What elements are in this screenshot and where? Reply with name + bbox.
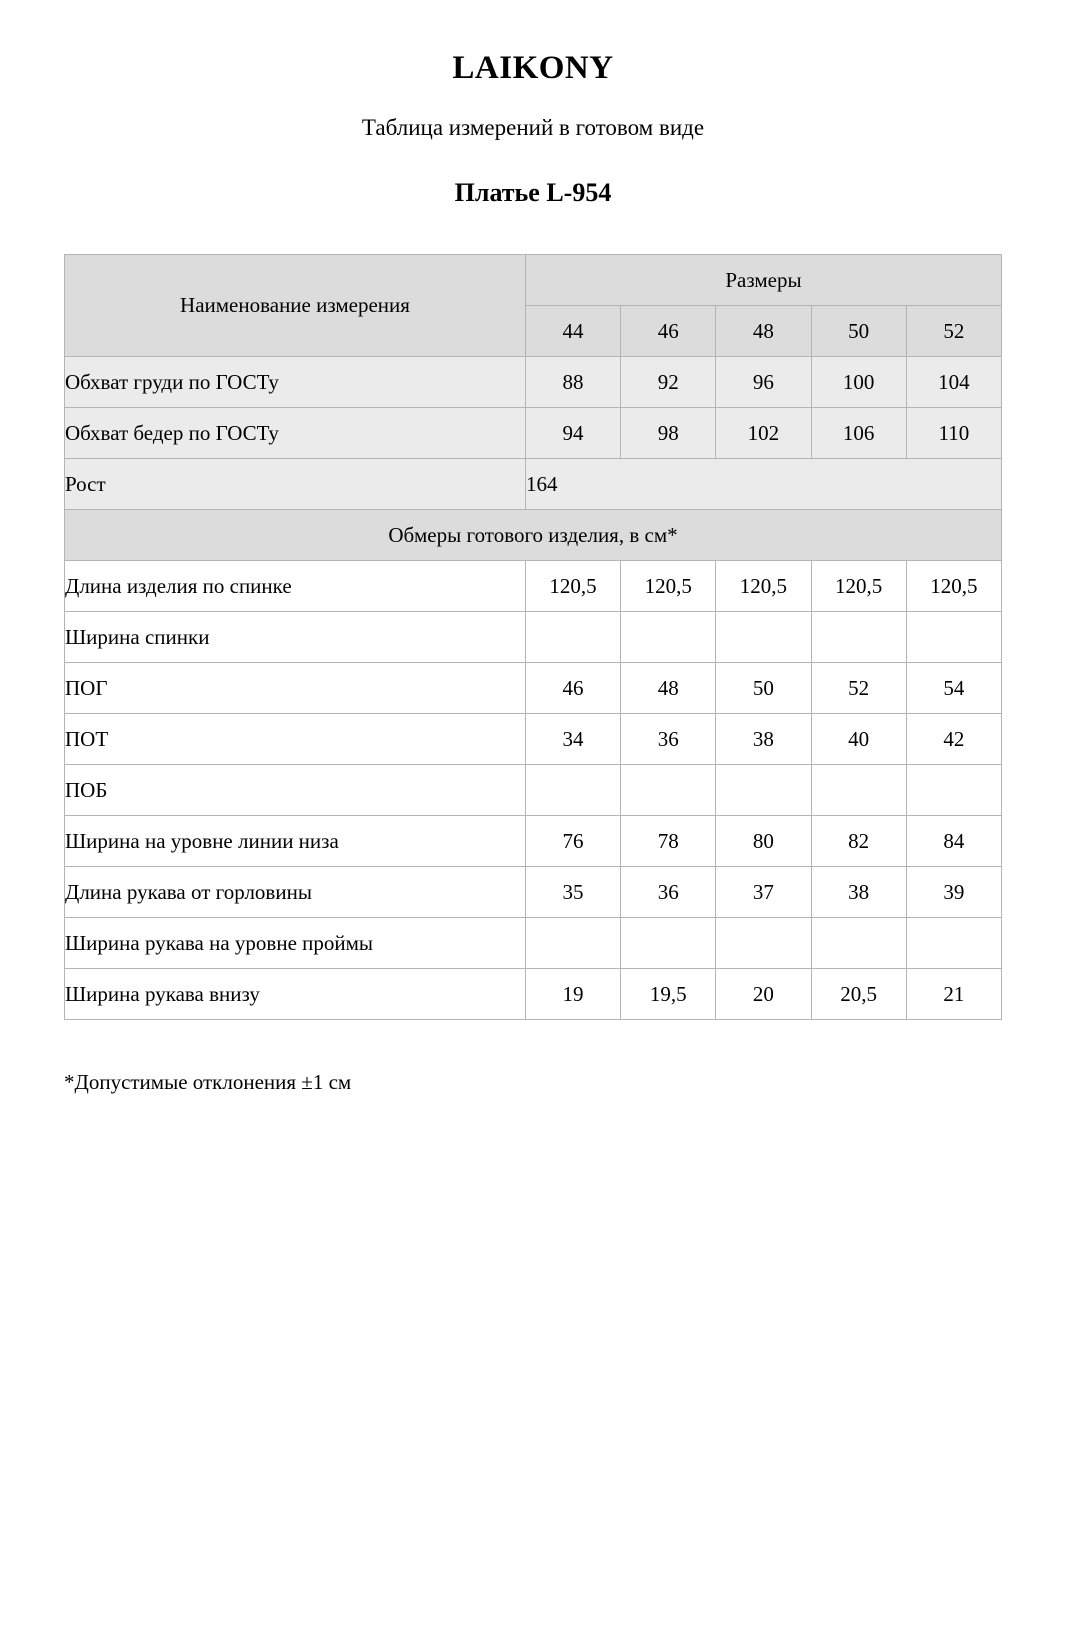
- table-header-row-1: [65, 255, 1002, 306]
- row-value: [525, 612, 620, 663]
- row-value: [811, 765, 906, 816]
- row-value: 100: [811, 357, 906, 408]
- row-value: 94: [525, 408, 620, 459]
- row-value: 37: [716, 867, 811, 918]
- row-value: 40: [811, 714, 906, 765]
- row-value: 34: [525, 714, 620, 765]
- row-value: 164: [525, 459, 1001, 510]
- row-value: [716, 612, 811, 663]
- size-header-44: 44: [525, 306, 620, 357]
- row-value: 106: [811, 408, 906, 459]
- row-value: [716, 918, 811, 969]
- row-value: 50: [716, 663, 811, 714]
- table-row: [65, 561, 1002, 612]
- row-label: Длина изделия по спинке: [65, 561, 526, 612]
- row-value: 38: [716, 714, 811, 765]
- row-value: 120,5: [525, 561, 620, 612]
- section-header-row: [65, 510, 1002, 561]
- row-value: 80: [716, 816, 811, 867]
- row-label: ПОГ: [65, 663, 526, 714]
- size-header-52: 52: [906, 306, 1001, 357]
- row-value: 110: [906, 408, 1001, 459]
- row-value: 36: [621, 867, 716, 918]
- product-title: Платье L-954: [454, 178, 612, 207]
- row-value: 35: [525, 867, 620, 918]
- footnote: *Допустимые отклонения ±1 см: [64, 1070, 352, 1094]
- section-header: Обмеры готового изделия, в см*: [65, 510, 1002, 561]
- table-row: [65, 765, 1002, 816]
- row-label: Обхват груди по ГОСТу: [65, 357, 526, 408]
- row-value: [621, 918, 716, 969]
- row-label: Обхват бедер по ГОСТу: [65, 408, 526, 459]
- table-row: [65, 714, 1002, 765]
- row-label: ПОТ: [65, 714, 526, 765]
- row-value: 120,5: [621, 561, 716, 612]
- row-value: [525, 765, 620, 816]
- table-row-height: [65, 459, 1002, 510]
- row-value: 46: [525, 663, 620, 714]
- row-value: [525, 918, 620, 969]
- row-value: 84: [906, 816, 1001, 867]
- row-value: [906, 612, 1001, 663]
- size-header-50: 50: [811, 306, 906, 357]
- row-value: 78: [621, 816, 716, 867]
- row-value: 102: [716, 408, 811, 459]
- row-value: 104: [906, 357, 1001, 408]
- row-value: 20: [716, 969, 811, 1020]
- row-value: [811, 918, 906, 969]
- row-value: 98: [621, 408, 716, 459]
- row-value: 39: [906, 867, 1001, 918]
- row-value: [716, 765, 811, 816]
- row-value: 96: [716, 357, 811, 408]
- row-value: 76: [525, 816, 620, 867]
- row-value: 38: [811, 867, 906, 918]
- row-value: 19,5: [621, 969, 716, 1020]
- size-header-46: 46: [621, 306, 716, 357]
- table-row: [65, 663, 1002, 714]
- row-value: 20,5: [811, 969, 906, 1020]
- row-label: Ширина рукава внизу: [65, 969, 526, 1020]
- table-row: [65, 918, 1002, 969]
- column-header-sizes: Размеры: [525, 255, 1001, 306]
- table-row: [65, 357, 1002, 408]
- brand-title: LAIKONY: [452, 50, 614, 86]
- row-value: 19: [525, 969, 620, 1020]
- row-label: ПОБ: [65, 765, 526, 816]
- row-value: 36: [621, 714, 716, 765]
- row-value: [621, 765, 716, 816]
- row-value: 52: [811, 663, 906, 714]
- document-page: [0, 50, 1066, 1649]
- table-row: [65, 612, 1002, 663]
- column-header-name: Наименование измерения: [65, 255, 526, 357]
- row-value: 120,5: [716, 561, 811, 612]
- row-value: 82: [811, 816, 906, 867]
- row-value: 42: [906, 714, 1001, 765]
- row-value: 120,5: [811, 561, 906, 612]
- document-subtitle: Таблица измерений в готовом виде: [361, 115, 705, 140]
- row-value: 92: [621, 357, 716, 408]
- table-row: [65, 969, 1002, 1020]
- row-label: Ширина спинки: [65, 612, 526, 663]
- row-value: [906, 765, 1001, 816]
- row-value: 54: [906, 663, 1001, 714]
- table-row: [65, 867, 1002, 918]
- row-value: 48: [621, 663, 716, 714]
- row-value: [621, 612, 716, 663]
- table-row: [65, 816, 1002, 867]
- row-value: 88: [525, 357, 620, 408]
- measurements-table: [64, 254, 1002, 1020]
- row-label: Ширина на уровне линии низа: [65, 816, 526, 867]
- row-label: Длина рукава от горловины: [65, 867, 526, 918]
- row-value: 120,5: [906, 561, 1001, 612]
- row-value: 21: [906, 969, 1001, 1020]
- row-value: [906, 918, 1001, 969]
- size-header-48: 48: [716, 306, 811, 357]
- row-value: [811, 612, 906, 663]
- table-row: [65, 408, 1002, 459]
- row-label: Рост: [65, 459, 526, 510]
- row-label: Ширина рукава на уровне проймы: [65, 918, 526, 969]
